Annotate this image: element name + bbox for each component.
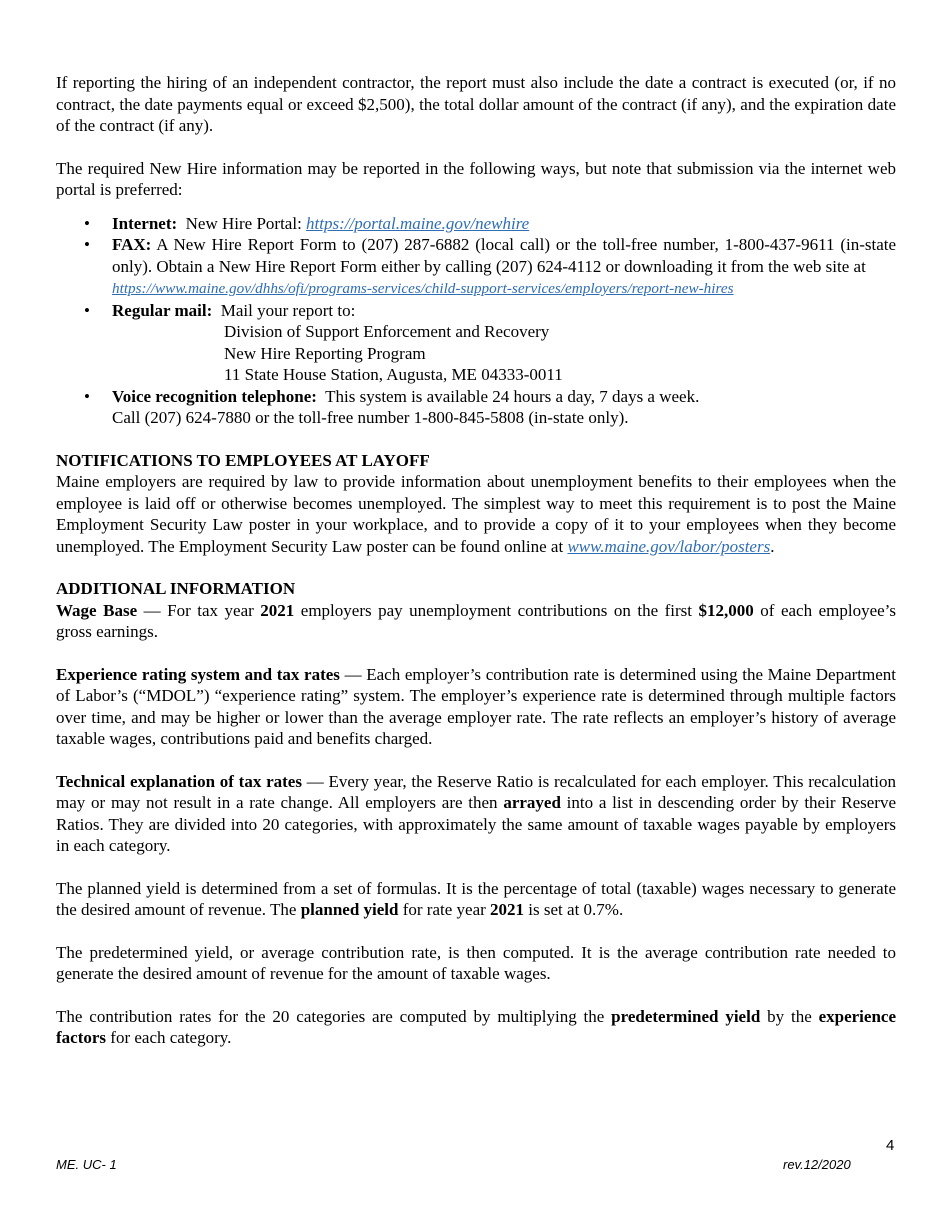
planned-yield-paragraph	[56, 878, 896, 921]
experience-paragraph	[56, 664, 896, 750]
list-item-internet	[56, 213, 896, 235]
revision-date: rev.12/2020	[783, 1157, 851, 1172]
mailing-address	[112, 321, 896, 386]
contribution-text-3: for each category.	[106, 1028, 232, 1047]
layoff-heading: NOTIFICATIONS TO EMPLOYEES AT LAYOFF	[56, 450, 430, 470]
contribution-paragraph	[56, 1006, 896, 1049]
contribution-text-1: The contribution rates for the 20 categories are computed by multiplying the	[56, 1006, 612, 1026]
wage-base-amount: $12,000	[698, 600, 754, 620]
wage-base-text-1: — For tax year	[137, 600, 261, 620]
wage-base-label: Wage Base	[56, 600, 138, 620]
wage-base-year: 2021	[260, 600, 295, 620]
list-item-mail	[56, 300, 896, 386]
voice-phone-line: Call (207) 624-7880 or the toll-free number 1-800-845-5808 (in-state only).	[112, 408, 629, 427]
layoff-text: Maine employers are required by law to provide information about unemployment benefits to their employees when the employee is laid off or otherwise becomes unemployed. The simplest way to meet this requirement is to post the Maine Employment Security Law poster in your workplace, and to provide a copy of it to your employees when they become unemployed. The Employment Security Law poster can be found online at	[56, 472, 896, 556]
mail-text: Mail your report to:	[220, 300, 356, 320]
technical-label: Technical explanation of tax rates	[56, 771, 302, 791]
additional-info-heading: ADDITIONAL INFORMATION	[56, 579, 296, 598]
technical-bold: arrayed	[503, 793, 561, 812]
labor-posters-link[interactable]: www.maine.gov/labor/posters	[567, 536, 771, 556]
predetermined-paragraph: The predetermined yield, or average contribution rate, is then computed. It is the average contribution rate needed to generate the desired amount of revenue for the amount of taxable wages.	[56, 942, 896, 983]
bullet-icon: •	[84, 386, 90, 406]
voice-text: This system is available 24 hours a day, 7 days a week.	[325, 386, 700, 406]
contribution-text-2: by the	[760, 1006, 819, 1026]
planned-bold-1: planned yield	[300, 900, 399, 919]
layoff-end: .	[770, 536, 775, 556]
mail-label: Regular mail:	[112, 300, 213, 320]
wage-base-text-3: of each employee’s gross earnings.	[56, 600, 897, 641]
layoff-paragraph	[56, 471, 896, 557]
new-hire-portal-link[interactable]: https://portal.maine.gov/newhire	[306, 213, 530, 233]
document-body	[56, 72, 896, 1049]
fax-text: A New Hire Report Form to (207) 287-6882 (local call) or the toll-free number, 1-800-437-9611 (in-state only). Obtain a New Hire Report Form either by calling (207) 624-4112 or downloading it from the web site at	[112, 235, 897, 276]
experience-text: — Each employer’s contribution rate is determined using the Maine Department of Labor’s (“MDOL”) “experience rating” system. The employer’s experience rate is determined through multiple factors over time, and may be higher or lower than the average employer rate. The rate reflects an employer’s history of average taxable wages, contributions paid and benefits charged.	[56, 664, 896, 748]
contribution-bold-1: predetermined yield	[611, 1006, 761, 1026]
form-id: ME. UC- 1	[56, 1157, 117, 1172]
planned-text-3: is set at 0.7%.	[524, 900, 624, 919]
voice-label: Voice recognition telephone:	[112, 386, 317, 406]
internet-text: New Hire Portal:	[185, 213, 307, 233]
reporting-ways-intro: The required New Hire information may be reported in the following ways, but note that submission via the internet web portal is preferred:	[56, 158, 896, 199]
bullet-icon: •	[84, 213, 90, 233]
report-new-hires-link[interactable]: https://www.maine.gov/dhhs/ofi/programs-services/child-support-services/employers/report-new-hires	[112, 280, 734, 297]
internet-label: Internet:	[112, 213, 178, 233]
wage-base-text-2: employers pay unemployment contributions on the first	[294, 600, 699, 620]
bullet-icon: •	[84, 300, 90, 320]
bullet-icon: •	[84, 235, 90, 254]
fax-label: FAX:	[112, 235, 152, 254]
address-line: Division of Support Enforcement and Recovery	[224, 322, 550, 341]
technical-text-2: into a list in descending order by their Reserve Ratios. They are divided into 20 categories, with approximately the same amount of taxable wages payable by employers in each category.	[56, 793, 896, 855]
wage-base-paragraph	[56, 600, 896, 643]
address-line: 11 State House Station, Augusta, ME 04333-0011	[224, 365, 563, 384]
planned-bold-2: 2021	[490, 900, 525, 919]
technical-text-1: — Every year, the Reserve Ratio is recalculated for each employer. This recalculation may or may not result in a rate change. All employers are then	[56, 771, 896, 812]
contractor-paragraph: If reporting the hiring of an independent contractor, the report must also include the date a contract is executed (or, if no contract, the date payments equal or exceed $2,500), the total dollar amount of the contract (if any), and the expiration date of the contract (if any).	[56, 73, 896, 135]
experience-label: Experience rating system and tax rates	[56, 664, 340, 684]
page-number: 4	[886, 1137, 895, 1154]
contribution-bold-2: experience factors	[56, 1006, 896, 1047]
list-item-voice	[56, 386, 896, 429]
address-line: New Hire Reporting Program	[224, 343, 426, 363]
technical-paragraph	[56, 771, 896, 857]
reporting-methods-list	[56, 213, 896, 429]
planned-text-2: for rate year	[398, 900, 491, 919]
planned-text-1: The planned yield is determined from a set of formulas. It is the percentage of total (taxable) wages necessary to generate the desired amount of revenue. The	[56, 878, 896, 919]
list-item-fax	[56, 234, 896, 300]
